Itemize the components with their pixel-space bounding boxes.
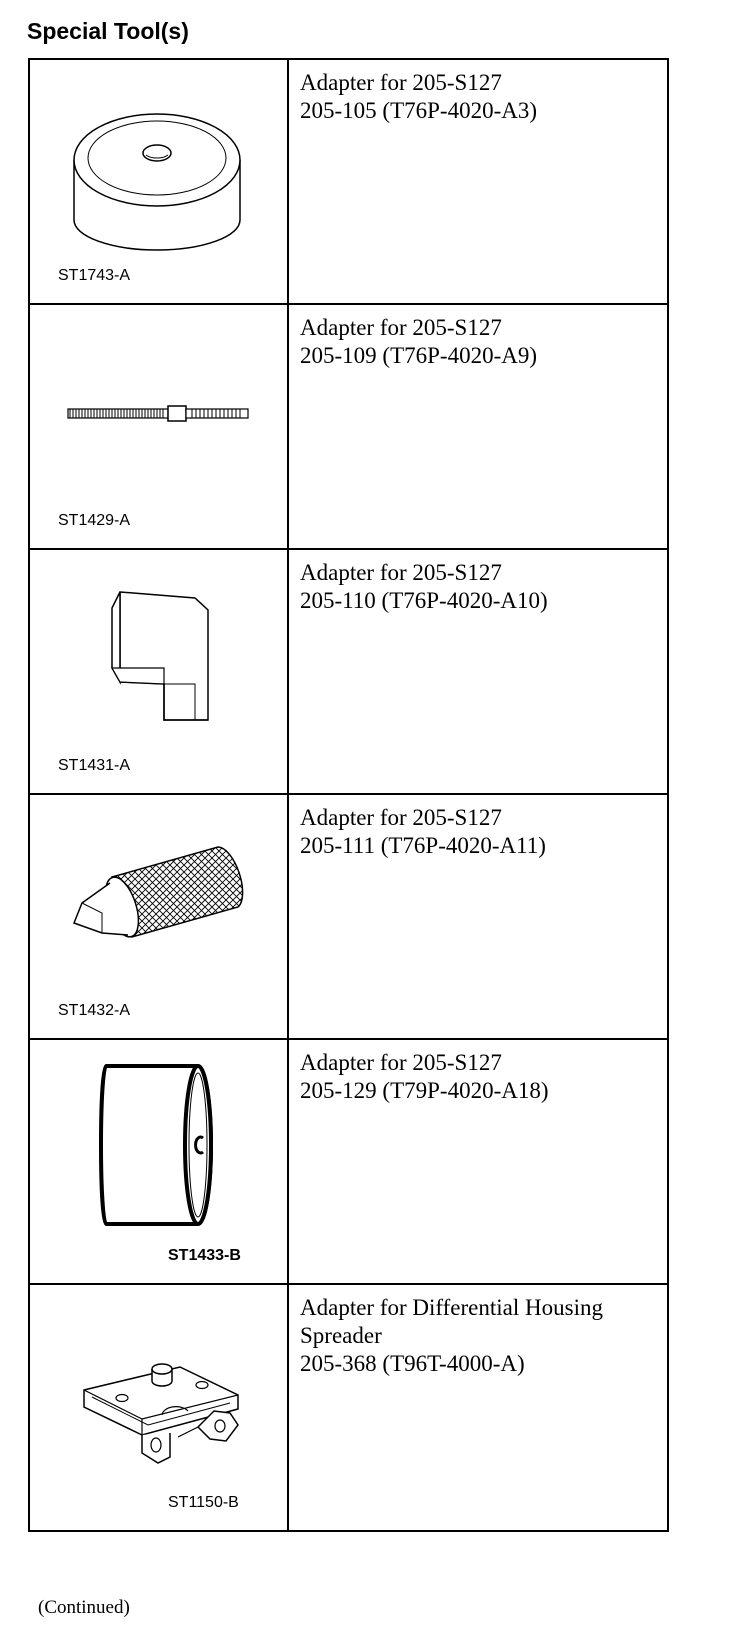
tool-description-line: 205-368 (T96T-4000-A)	[300, 1351, 525, 1376]
tool-row	[29, 794, 668, 1039]
special-tools-table	[28, 58, 669, 1532]
tool-row	[29, 304, 668, 549]
tool-description	[288, 1284, 668, 1531]
tool-illustration-cell	[29, 549, 288, 794]
tool-description-line: Spreader	[300, 1323, 382, 1348]
tool-row	[29, 1039, 668, 1284]
tool-description	[288, 549, 668, 794]
tool-description-line: 205-109 (T76P-4020-A9)	[300, 343, 537, 368]
tool-code: ST1431-A	[58, 757, 131, 774]
tool-description	[288, 59, 668, 304]
tool-row	[29, 1284, 668, 1531]
tool-illustration-cell	[29, 59, 288, 304]
tool-code: ST1432-A	[58, 1002, 131, 1019]
tool-code: ST1433-B	[168, 1247, 241, 1264]
tool-description-line: Adapter for 205-S127	[300, 315, 502, 340]
tool-description-line: Adapter for 205-S127	[300, 805, 502, 830]
tool-illustration-cell	[29, 1284, 288, 1531]
tool-code: ST1743-A	[58, 267, 131, 284]
tool-description-line: Adapter for 205-S127	[300, 1050, 502, 1075]
tool-code: ST1429-A	[58, 512, 131, 529]
tool-description	[288, 794, 668, 1039]
tool-illustration-cell	[29, 794, 288, 1039]
page-heading: Special Tool(s)	[27, 18, 189, 44]
tool-description-line: 205-105 (T76P-4020-A3)	[300, 98, 537, 123]
tool-description-line: Adapter for Differential Housing	[300, 1295, 603, 1320]
tool-description-line: 205-110 (T76P-4020-A10)	[300, 588, 548, 613]
tool-description	[288, 1039, 668, 1284]
tool-illustration-cell	[29, 1039, 288, 1284]
continued-note: (Continued)	[38, 1597, 130, 1618]
cylinder-adapter-illustration	[30, 1040, 287, 1285]
tool-description-line: 205-111 (T76P-4020-A11)	[300, 833, 546, 858]
tool-code: ST1150-B	[168, 1494, 239, 1511]
tool-description	[288, 304, 668, 549]
tool-illustration-cell	[29, 304, 288, 549]
tool-description-line: Adapter for 205-S127	[300, 560, 502, 585]
tool-description-line: 205-129 (T79P-4020-A18)	[300, 1078, 549, 1103]
spreader-adapter-illustration	[30, 1285, 287, 1530]
tool-row	[29, 549, 668, 794]
tool-row	[29, 59, 668, 304]
tool-description-line: Adapter for 205-S127	[300, 70, 502, 95]
